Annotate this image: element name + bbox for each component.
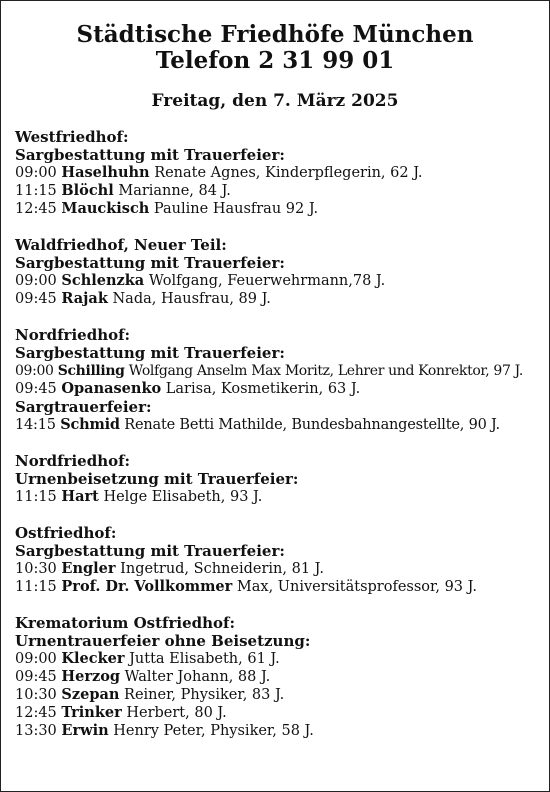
- entry-details: Marianne, 84 J.: [118, 183, 231, 199]
- entry-details: Herbert, 80 J.: [126, 705, 227, 721]
- cemetery-section: [15, 236, 541, 308]
- cemetery-name: Nordfriedhof:: [15, 452, 131, 470]
- page-title: Städtische Friedhöfe München: [76, 21, 474, 48]
- cemetery-name: Westfriedhof:: [15, 128, 129, 146]
- entry-time: 10:30: [15, 687, 57, 703]
- entry-surname: Hart: [61, 488, 99, 505]
- ceremony-type: Urnentrauerfeier ohne Beisetzung:: [15, 632, 311, 650]
- burial-entry: [15, 650, 541, 668]
- entry-time: 09:45: [15, 381, 57, 397]
- ceremony-type: Sargbestattung mit Trauerfeier:: [15, 344, 285, 362]
- entry-surname: Engler: [61, 560, 116, 577]
- entry-details: Ingetrud, Schneiderin, 81 J.: [120, 561, 324, 577]
- entry-surname: Trinker: [61, 704, 122, 721]
- burial-entry: [15, 380, 541, 398]
- entry-time: 14:15: [15, 417, 56, 433]
- entry-time: 09:45: [15, 291, 57, 307]
- entry-details: Helge Elisabeth, 93 J.: [103, 489, 263, 505]
- entry-time: 09:00: [15, 165, 57, 181]
- entry-time: 10:30: [15, 561, 57, 577]
- burial-entry: [15, 416, 541, 434]
- entry-surname: Opanasenko: [61, 380, 162, 397]
- entry-details: Jutta Elisabeth, 61 J.: [129, 651, 280, 667]
- burial-entry: [15, 290, 541, 308]
- entry-surname: Rajak: [61, 290, 108, 307]
- entry-time: 09:00: [15, 273, 57, 289]
- ceremony-type: Sargbestattung mit Trauerfeier:: [15, 146, 285, 164]
- entry-time: 13:30: [15, 723, 57, 739]
- entry-time: 09:00: [15, 363, 54, 379]
- notice-header: [1, 22, 549, 74]
- entry-time: 12:45: [15, 705, 57, 721]
- entry-details: Walter Johann, 88 J.: [124, 669, 271, 685]
- entry-surname: Schilling: [57, 363, 125, 379]
- burial-entry: [15, 578, 541, 596]
- ceremony-type: Sargbestattung mit Trauerfeier:: [15, 542, 285, 560]
- entry-time: 11:15: [15, 183, 57, 199]
- entry-surname: Schmid: [60, 416, 120, 433]
- entry-surname: Mauckisch: [61, 200, 150, 217]
- burial-entry: [15, 272, 541, 290]
- entry-details: Max, Universitätsprofessor, 93 J.: [236, 579, 477, 595]
- burial-entry: [15, 668, 541, 686]
- burial-entry: [15, 560, 541, 578]
- entry-surname: Haselhuhn: [61, 164, 150, 181]
- ceremony-type: Urnenbeisetzung mit Trauerfeier:: [15, 470, 299, 488]
- entry-time: 09:00: [15, 651, 57, 667]
- entry-details: Renate Agnes, Kinderpflegerin, 62 J.: [154, 165, 423, 181]
- ceremony-type: Sargbestattung mit Trauerfeier:: [15, 254, 285, 272]
- burial-entry: [15, 164, 541, 182]
- entry-details: Henry Peter, Physiker, 58 J.: [113, 723, 314, 739]
- burial-entry: [15, 488, 541, 506]
- entry-details: Reiner, Physiker, 83 J.: [124, 687, 285, 703]
- notice-date: Freitag, den 7. März 2025: [151, 91, 399, 111]
- cemetery-name: Krematorium Ostfriedhof:: [15, 614, 236, 632]
- entry-time: 12:45: [15, 201, 57, 217]
- entry-details: Larisa, Kosmetikerin, 63 J.: [165, 381, 361, 397]
- entry-time: 11:15: [15, 579, 57, 595]
- entry-details: Pauline Hausfrau 92 J.: [153, 201, 319, 217]
- burial-entry: [15, 686, 541, 704]
- entry-details: Wolfgang Anselm Max Moritz, Lehrer und Konrektor, 97 J.: [128, 363, 523, 379]
- burial-entry: [15, 182, 541, 200]
- entry-surname: Prof. Dr. Vollkommer: [61, 578, 233, 595]
- schedule-list: [1, 128, 549, 740]
- entry-time: 09:45: [15, 669, 57, 685]
- entry-details: Renate Betti Mathilde, Bundesbahnangestellte, 90 J.: [124, 417, 500, 433]
- burial-entry: [15, 362, 541, 380]
- cemetery-section: [15, 614, 541, 740]
- cemetery-name: Waldfriedhof, Neuer Teil:: [15, 236, 227, 254]
- entry-surname: Herzog: [61, 668, 121, 685]
- cemetery-section: [15, 452, 541, 506]
- entry-surname: Blöchl: [61, 182, 114, 199]
- entry-details: Nada, Hausfrau, 89 J.: [112, 291, 271, 307]
- cemetery-section: [15, 128, 541, 218]
- burial-entry: [15, 722, 541, 740]
- cemetery-section: [15, 326, 541, 434]
- cemetery-section: [15, 524, 541, 596]
- entry-details: Wolfgang, Feuerwehrmann,78 J.: [148, 273, 386, 289]
- phone-number: Telefon 2 31 99 01: [155, 47, 395, 74]
- entry-time: 11:15: [15, 489, 57, 505]
- entry-surname: Schlenzka: [61, 272, 145, 289]
- cemetery-name: Nordfriedhof:: [15, 326, 131, 344]
- entry-surname: Klecker: [61, 650, 125, 667]
- ceremony-type: Sargtrauerfeier:: [15, 398, 152, 416]
- entry-surname: Szepan: [61, 686, 120, 703]
- burial-entry: [15, 704, 541, 722]
- entry-surname: Erwin: [61, 722, 109, 739]
- cemetery-name: Ostfriedhof:: [15, 524, 117, 542]
- burial-entry: [15, 200, 541, 218]
